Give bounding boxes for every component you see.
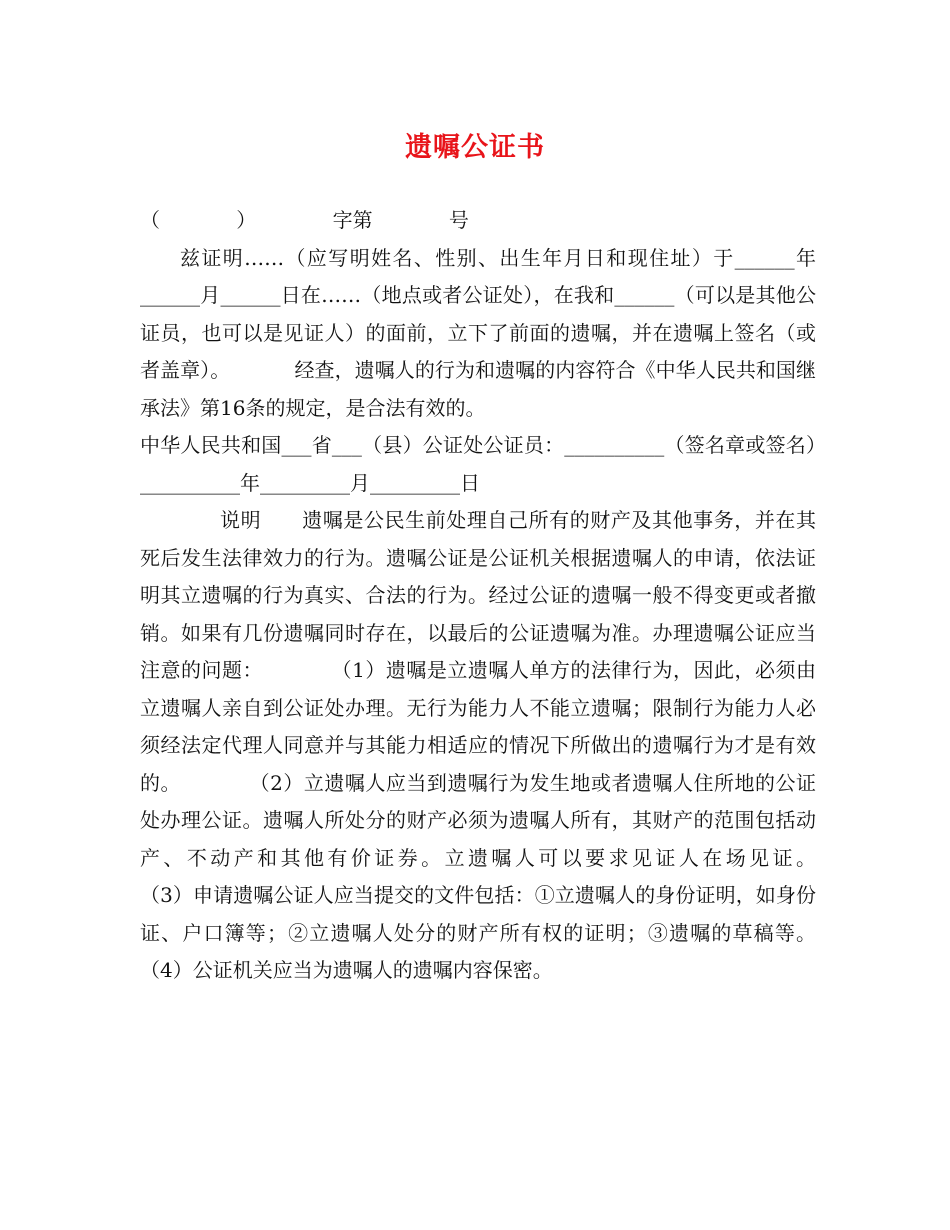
document-number-line: （ ） 字第 号 [140, 208, 469, 232]
document-title: 遗嘱公证书 [405, 132, 545, 163]
certification-paragraph: 兹证明……（应写明姓名、性别、出生年月日和现住址）于______年______月______日在……（地点或者公证处），在我和______（可以是其他公证员，也可以是见证人）的面前，立下了前面的遗嘱，并在遗嘱上签名（或者盖章）。 经查，遗嘱人的行为和遗嘱的内容符合《中华人民共和国继承法》第16条的规定，是合法有效的。 [140, 245, 816, 420]
document-body [140, 202, 880, 990]
explanation-paragraph: 说明 遗嘱是公民生前处理自己所有的财产及其他事务，并在其死后发生法律效力的行为。遗嘱公证是公证机关根据遗嘱人的申请，依法证明其立遗嘱的行为真实、合法的行为。经过公证的遗嘱一般不得变更或者撤销。如果有几份遗嘱同时存在，以最后的公证遗嘱为准。办理遗嘱公证应当注意的问题： （1）遗嘱是立遗嘱人单方的法律行为，因此，必须由立遗嘱人亲自到公证处办理。无行为能力人不能立遗嘱；限制行为能力人必须经法定代理人同意并与其能力相适应的情况下所做出的遗嘱行为才是有效的。 （2）立遗嘱人应当到遗嘱行为发生地或者遗嘱人住所地的公证处办理公证。遗嘱人所处分的财产必须为遗嘱人所有，其财产的范围包括动产、不动产和其他有价证券。立遗嘱人可以要求见证人在场见证。 （3）申请遗嘱公证人应当提交的文件包括：①立遗嘱人的身份证明，如身份证、户口簿等；②立遗嘱人处分的财产所有权的证明；③遗嘱的草稿等。 （4）公证机关应当为遗嘱人的遗嘱内容保密。 [140, 508, 880, 982]
notary-signature-paragraph: 中华人民共和国___省___（县）公证处公证员：__________（签名章或签名）__________年_________月_________日 [140, 433, 816, 495]
